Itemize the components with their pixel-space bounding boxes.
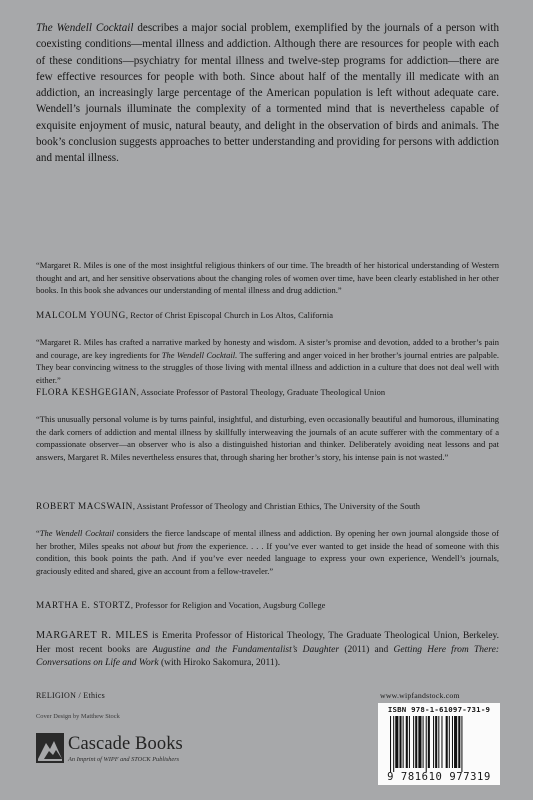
endorser-name: FLORA KESHGEGIAN	[36, 387, 137, 397]
endorsement-attribution-3	[36, 501, 506, 512]
endorsement-quote-2	[36, 336, 499, 386]
publisher-logo	[36, 730, 236, 770]
barcode-bar	[461, 716, 462, 772]
barcode-bar	[406, 716, 408, 768]
barcode-bar	[435, 716, 437, 768]
isbn-barcode	[378, 703, 500, 785]
publisher-name: Cascade Books	[68, 734, 183, 754]
book-title: The Wendell Cocktail	[36, 22, 134, 34]
author-name: MARGARET R. MILES	[36, 630, 149, 641]
endorser-name: MALCOLM YOUNG	[36, 310, 126, 320]
endorsement-2-title: The Wendell Cocktail.	[161, 349, 238, 360]
publisher-tagline: An Imprint of WIPF and STOCK Publishers	[68, 756, 180, 763]
endorser-role: , Professor for Religion and Vocation, Augsburg College	[130, 601, 326, 610]
endorsement-attribution-2	[36, 387, 506, 398]
author-book-2: Getting Here from There: Conversations on Life and Work	[36, 644, 499, 668]
barcode-bar	[413, 716, 414, 768]
description-text: describes a major social problem, exemplified by the journals of a person with coexisting conditions—mental illness and addiction. Although there are resources for people with each of these conditions—psychiatry for mental illness and twelve-step programs for addiction—there are few effective resources for people with both. Since about half of the mentally ill medicate with an addiction, an increasingly large percentage of the American population is left without adequate care. Wendell’s journals illuminate the complexity of a tormented mind that is nevertheless capable of exquisite enjoyment of music, natural beauty, and delight in the observation of birds and animals. The book’s conclusion suggests approaches to better understanding and providing for persons with addiction and mental illness.	[36, 22, 499, 165]
endorsement-4-title: The Wendell Cocktail	[39, 528, 114, 538]
barcode-bar	[423, 716, 424, 768]
barcode-bar	[433, 716, 434, 768]
endorsement-quote-4	[36, 527, 499, 577]
book-description	[36, 20, 499, 167]
barcode-bar	[403, 716, 404, 768]
author-bio-mid: (2011) and	[339, 644, 394, 655]
endorsement-quote-1	[36, 259, 499, 297]
endorsement-1-text: “Margaret R. Miles is one of the most insightful religious thinkers of our time. The breadth of her historical understanding of Western thought and art, and her sensitive observations about the changing roles of women over time, have been clearly established in her other books. In this book she advances our understanding of mental illness and drug addiction.”	[36, 260, 499, 296]
barcode-bar	[441, 716, 442, 768]
isbn-number: ISBN 978-1-61097-731-9	[387, 705, 491, 714]
barcode-bar	[449, 716, 450, 768]
author-book-1: Augustine and the Fundamentalist’s Daughter	[152, 644, 340, 655]
barcode-bar	[452, 716, 453, 768]
barcode-bar	[454, 716, 457, 768]
barcode-bar	[446, 716, 448, 768]
endorser-role: , Assistant Professor of Theology and Christian Ethics, The University of the South	[132, 502, 420, 511]
subject-category: RELIGION / Ethics	[36, 691, 106, 700]
barcode-bar	[438, 716, 439, 768]
endorsement-quote-3	[36, 413, 499, 463]
barcode-bars	[390, 716, 488, 772]
endorsement-4-about: about	[140, 540, 161, 551]
author-bio-text: is Emerita Professor of Historical Theology, The Graduate Theological Union, Berkeley. Her most recent books are	[36, 631, 499, 655]
cover-design-credit: Cover Design by Matthew Stock	[36, 713, 120, 720]
barcode-bar	[415, 716, 417, 768]
endorser-role: , Rector of Christ Episcopal Church in Los Altos, California	[125, 311, 334, 320]
endorser-role: , Associate Professor of Pastoral Theology, Graduate Theological Union	[136, 388, 386, 397]
barcode-bar	[458, 716, 460, 768]
barcode-digits: 9 781610 977319	[387, 771, 491, 783]
barcode-bar	[399, 716, 401, 768]
barcode-bar	[395, 716, 398, 768]
barcode-bar	[393, 716, 394, 772]
endorsement-4-open: “	[36, 528, 40, 538]
barcode-bar	[409, 716, 410, 768]
cascade-mountain-icon	[36, 733, 64, 763]
endorser-name: MARTHA E. STORTZ	[36, 600, 131, 610]
author-bio-end: (with Hiroko Sakomura, 2011).	[158, 658, 281, 668]
endorsement-attribution-4	[36, 600, 506, 611]
barcode-bar	[428, 716, 430, 768]
endorsement-4-text-a: considers the fierce landscape of mental illness and addiction. By opening her own journal alongside those of her brother, Miles speaks not	[36, 528, 499, 551]
endorsement-2-text-b: The suffering and anger voiced in her brother’s journal entries are palpable. They bear convincing witness to the struggles of those living with mental illness and addiction in a culture that does not deal well with either.”	[36, 349, 500, 385]
endorser-name: ROBERT MACSWAIN	[36, 501, 133, 511]
publisher-website: www.wipfandstock.com	[380, 691, 460, 700]
endorsement-2-text-a: “Margaret R. Miles has crafted a narrative marked by honesty and wisdom. A sister’s promise and devotion, added to a brother’s pain and courage, are key ingredients for	[36, 337, 499, 360]
endorsement-4-mid: but	[160, 540, 178, 551]
endorsement-attribution-1	[36, 310, 506, 321]
endorsement-4-text-b: the experience. . . . If you’ve ever wanted to get inside the head of someone with this condition, this book points the path. And if you’ve ever needed language to express your own experience, Wendell’s journals, graciously edited and shared, give an account from a fellow-traveler.”	[36, 540, 499, 576]
barcode-bar	[418, 716, 421, 768]
endorsement-3-text: “This unusually personal volume is by turns painful, insightful, and disturbing, even occasionally beautiful and humorous, illuminating the dark corners of addiction and mental illness by skillfully interweaving the journals of an acute sufferer with the commentary of a compassionate observer—an observer who is also a distinguished historian and thinker. Deliberately avoiding neat lessons and pat answers, Margaret R. Miles nevertheless ensures that, through sharing her brother’s story, his intense pain is not wasted.”	[36, 414, 499, 462]
endorsement-4-from: from	[177, 540, 193, 551]
barcode-bar	[426, 716, 427, 772]
barcode-bar	[390, 716, 391, 772]
author-bio	[36, 629, 499, 671]
